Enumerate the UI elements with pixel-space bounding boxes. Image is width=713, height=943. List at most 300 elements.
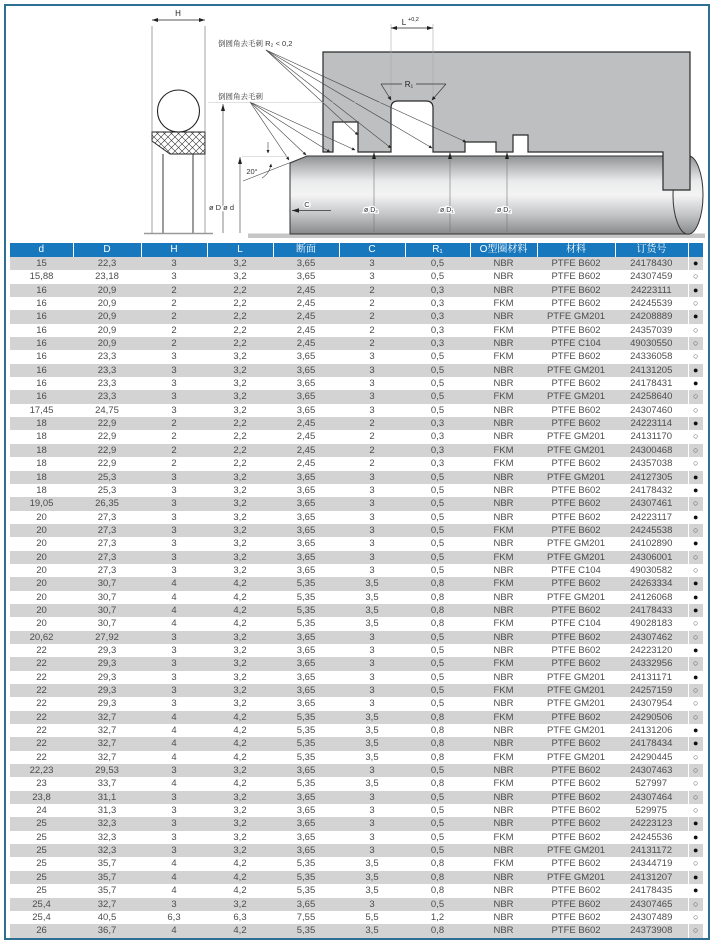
- table-row: [10, 417, 703, 430]
- table-cell: 24245539: [630, 298, 673, 310]
- table-cell: 3,65: [296, 831, 316, 843]
- table-cell: PTFE B602: [551, 765, 601, 777]
- table-cell: PTFE GM201: [546, 871, 606, 883]
- table-cell: NBR: [493, 311, 514, 323]
- table-cell: 20,9: [97, 311, 117, 323]
- table-cell: 35,7: [97, 885, 117, 897]
- table-cell: NBR: [493, 484, 514, 496]
- table-cell: 32,7: [97, 711, 117, 723]
- table-cell: 24357038: [630, 458, 673, 470]
- table-cell: 40,5: [97, 911, 117, 923]
- table-cell: PTFE B602: [551, 631, 601, 643]
- table-row: [10, 324, 703, 337]
- table-cell: FKM: [493, 551, 514, 563]
- table-cell: 0,3: [430, 431, 445, 443]
- table-cell: NBR: [493, 644, 514, 656]
- table-cell: 4,2: [233, 738, 247, 750]
- table-cell: 0,5: [430, 564, 445, 576]
- table-cell: 0,5: [430, 364, 445, 376]
- table-cell: 5,35: [296, 725, 316, 737]
- table-cell: 27,92: [95, 631, 119, 643]
- table-cell: 4: [171, 885, 177, 897]
- table-row: [10, 471, 703, 484]
- table-cell: 3,2: [233, 671, 247, 683]
- table-cell: 23,18: [95, 271, 119, 283]
- table-cell: 3,5: [365, 725, 379, 737]
- table-cell: 24307459: [630, 271, 673, 283]
- table-cell: 20,9: [97, 338, 117, 350]
- table-cell: NBR: [493, 925, 514, 937]
- table-cell: NBR: [493, 791, 514, 803]
- table-cell: 22,23: [29, 765, 54, 777]
- table-cell: 18: [36, 431, 47, 443]
- table-row: [10, 537, 703, 550]
- table-cell: 20,9: [97, 324, 117, 336]
- table-cell: NBR: [493, 511, 514, 523]
- table-cell: 3,2: [233, 538, 247, 550]
- table-cell: NBR: [493, 338, 514, 350]
- table-cell: PTFE B602: [551, 644, 601, 656]
- availability-dot: ○: [688, 924, 703, 937]
- table-cell: 31,3: [97, 805, 117, 817]
- table-cell: 3,2: [233, 698, 247, 710]
- table-cell: 24306001: [630, 551, 673, 563]
- availability-dot: ○: [688, 390, 703, 403]
- table-row: [10, 777, 703, 790]
- table-cell: 24178435: [630, 885, 673, 897]
- table-cell: 3,65: [296, 271, 316, 283]
- table-cell: 0,8: [430, 925, 445, 937]
- table-cell: 24357039: [630, 324, 673, 336]
- angle-label: 20°: [246, 167, 258, 176]
- table-cell: PTFE B602: [551, 378, 601, 390]
- table-header-row: [10, 243, 703, 257]
- table-cell: 3,2: [233, 404, 247, 416]
- table-cell: 20,9: [97, 284, 117, 296]
- table-cell: 0,8: [430, 604, 445, 616]
- table-cell: 20: [36, 538, 47, 550]
- table-cell: 19,05: [29, 498, 54, 510]
- table-cell: 3,5: [365, 578, 379, 590]
- availability-dot: ●: [688, 844, 703, 857]
- table-cell: PTFE B602: [551, 284, 601, 296]
- availability-dot: ●: [688, 724, 703, 737]
- table-cell: PTFE GM201: [546, 751, 606, 763]
- table-cell: 2: [369, 324, 375, 336]
- table-cell: NBR: [493, 738, 514, 750]
- table-cell: 0,8: [430, 725, 445, 737]
- table-cell: 5,35: [296, 591, 316, 603]
- table-cell: 15: [36, 258, 47, 269]
- table-cell: 5,35: [296, 751, 316, 763]
- table-cell: NBR: [493, 818, 514, 830]
- table-cell: 3: [369, 404, 375, 416]
- availability-dot: ●: [688, 644, 703, 657]
- table-cell: 2,2: [233, 298, 247, 310]
- table-cell: PTFE C104: [551, 564, 601, 576]
- table-cell: 3,2: [233, 818, 247, 830]
- ptfe-ring-hatched: [152, 132, 205, 154]
- table-cell: 3: [171, 471, 177, 483]
- table-cell: 3: [369, 471, 375, 483]
- table-cell: PTFE B602: [551, 484, 601, 496]
- table-cell: NBR: [493, 378, 514, 390]
- diameter-d2-left-label: ø D₂: [364, 207, 378, 214]
- table-cell: 4,2: [233, 778, 247, 790]
- table-cell: 24223114: [630, 418, 673, 430]
- table-cell: 4: [171, 858, 177, 870]
- availability-dot: ●: [688, 310, 703, 323]
- table-cell: PTFE GM201: [546, 698, 606, 710]
- table-cell: 16: [36, 364, 47, 376]
- availability-dot: ○: [688, 791, 703, 804]
- table-cell: NBR: [493, 671, 514, 683]
- table-cell: 3: [369, 364, 375, 376]
- table-cell: PTFE B602: [551, 831, 601, 843]
- table-row: [10, 684, 703, 697]
- table-cell: 3: [369, 791, 375, 803]
- availability-dot: ○: [688, 497, 703, 510]
- table-cell: 3,2: [233, 685, 247, 696]
- table-cell: 3: [369, 538, 375, 550]
- table-cell: 3,2: [233, 524, 247, 536]
- table-cell: 3: [171, 831, 177, 843]
- table-cell: 20,9: [97, 298, 117, 310]
- table-cell: 3,2: [233, 564, 247, 576]
- table-cell: 22,9: [97, 431, 117, 443]
- table-cell: 22: [36, 671, 47, 683]
- table-cell: 0,5: [430, 471, 445, 483]
- seal-technical-diagram: [0, 4, 713, 240]
- table-cell: 3,2: [233, 551, 247, 563]
- table-cell: PTFE C104: [551, 338, 601, 350]
- table-cell: 4,2: [233, 885, 247, 897]
- table-cell: 32,3: [97, 845, 117, 857]
- table-cell: NBR: [493, 604, 514, 616]
- table-cell: 27,3: [97, 564, 117, 576]
- table-cell: 3,2: [233, 498, 247, 510]
- table-cell: 2: [369, 418, 375, 430]
- l-tolerance-label: +0,2: [408, 17, 419, 23]
- availability-dot: ●: [688, 591, 703, 604]
- table-cell: 3: [369, 685, 375, 696]
- table-cell: 2: [171, 444, 177, 456]
- table-row: [10, 804, 703, 817]
- availability-dot: ●: [688, 884, 703, 897]
- deburr-label: 倒圆角去毛刺: [218, 92, 263, 101]
- table-cell: 23,3: [97, 364, 117, 376]
- availability-dot: ●: [688, 604, 703, 617]
- table-cell: 23: [36, 778, 47, 790]
- table-cell: PTFE B602: [551, 805, 601, 817]
- table-cell: 0,8: [430, 591, 445, 603]
- table-cell: 2,2: [233, 338, 247, 350]
- parts-table: [10, 243, 703, 938]
- table-cell: 16: [36, 351, 47, 363]
- table-cell: 5,35: [296, 871, 316, 883]
- table-cell: NBR: [493, 871, 514, 883]
- table-cell: 3: [369, 551, 375, 563]
- table-cell: 3,65: [296, 805, 316, 817]
- table-row: [10, 297, 703, 310]
- table-cell: NBR: [493, 898, 514, 910]
- c-dim-label: C: [304, 200, 310, 209]
- table-cell: 2,2: [233, 444, 247, 456]
- table-cell: 3,2: [233, 765, 247, 777]
- table-cell: 3: [171, 404, 177, 416]
- seal-cross-section: [144, 26, 213, 234]
- table-cell: 4: [171, 591, 177, 603]
- table-row: [10, 924, 703, 937]
- table-cell: 2: [369, 458, 375, 470]
- table-cell: 0,8: [430, 751, 445, 763]
- table-cell: 0,3: [430, 311, 445, 323]
- table-cell: 3: [171, 564, 177, 576]
- table-cell: 49030582: [630, 564, 673, 576]
- table-cell: 22: [36, 644, 47, 656]
- table-cell: 18: [36, 458, 47, 470]
- table-cell: 3,5: [365, 618, 379, 630]
- table-cell: 25: [36, 858, 47, 870]
- table-cell: 18: [36, 418, 47, 430]
- table-cell: 15,88: [29, 271, 54, 283]
- deburr-r2-label: 倒圆角去毛刺 R₂ < 0,2: [218, 39, 293, 48]
- table-cell: 3,2: [233, 351, 247, 363]
- table-cell: 2: [171, 338, 177, 350]
- table-cell: 3,65: [296, 765, 316, 777]
- table-cell: 3: [171, 498, 177, 510]
- table-cell: 2: [369, 431, 375, 443]
- table-cell: 3: [369, 698, 375, 710]
- table-cell: 2: [369, 311, 375, 323]
- diameter-d2-right-label: ø D₂: [497, 207, 511, 214]
- table-cell: 24307465: [630, 898, 673, 910]
- table-cell: 3,2: [233, 271, 247, 283]
- table-cell: 0,5: [430, 671, 445, 683]
- table-cell: 30,7: [97, 618, 117, 630]
- parts-table-wrap: [10, 243, 703, 938]
- table-cell: 29,3: [97, 671, 117, 683]
- table-cell: 30,7: [97, 578, 117, 590]
- table-cell: 24307463: [630, 765, 673, 777]
- table-cell: 3: [171, 524, 177, 536]
- table-cell: 3,5: [365, 604, 379, 616]
- table-cell: 0,8: [430, 578, 445, 590]
- table-cell: 5,35: [296, 604, 316, 616]
- table-cell: 29,3: [97, 685, 117, 696]
- table-cell: FKM: [493, 711, 514, 723]
- table-cell: 5,35: [296, 618, 316, 630]
- table-cell: FKM: [493, 685, 514, 696]
- table-row: [10, 884, 703, 897]
- table-cell: 24307460: [630, 404, 673, 416]
- table-cell: 2,2: [233, 324, 247, 336]
- table-cell: 24258640: [630, 391, 673, 403]
- table-cell: 3,65: [296, 258, 316, 269]
- table-cell: 2,45: [296, 324, 316, 336]
- availability-dot: ○: [688, 551, 703, 564]
- availability-dot: ○: [688, 804, 703, 817]
- availability-dot: ○: [688, 524, 703, 537]
- table-cell: 0,3: [430, 444, 445, 456]
- table-cell: 3,65: [296, 484, 316, 496]
- table-cell: 3: [171, 898, 177, 910]
- table-cell: 2: [171, 311, 177, 323]
- table-cell: 0,5: [430, 538, 445, 550]
- col-header: C: [339, 243, 405, 257]
- table-cell: 4,2: [233, 871, 247, 883]
- table-cell: 25: [36, 818, 47, 830]
- table-cell: PTFE GM201: [546, 591, 606, 603]
- col-header: O型圈材料: [470, 243, 537, 257]
- table-cell: 32,7: [97, 725, 117, 737]
- table-cell: NBR: [493, 885, 514, 897]
- table-cell: 25,4: [32, 911, 51, 923]
- table-cell: 0,5: [430, 404, 445, 416]
- table-cell: 24131207: [630, 871, 673, 883]
- table-cell: 24102890: [630, 538, 673, 550]
- table-cell: 3: [369, 805, 375, 817]
- table-cell: PTFE C104: [551, 618, 601, 630]
- table-cell: 3,2: [233, 631, 247, 643]
- table-cell: NBR: [493, 591, 514, 603]
- table-cell: 0,3: [430, 284, 445, 296]
- h-dim-label: H: [175, 9, 181, 18]
- table-cell: 24131172: [630, 845, 673, 857]
- table-cell: 32,3: [97, 831, 117, 843]
- table-cell: 0,5: [430, 351, 445, 363]
- diameter-Dd-label: ø D ø d: [209, 203, 235, 212]
- availability-dot: ●: [688, 484, 703, 497]
- col-header: L: [207, 243, 273, 257]
- table-cell: 24131171: [630, 671, 673, 683]
- table-cell: 0,5: [430, 805, 445, 817]
- table-cell: NBR: [493, 418, 514, 430]
- table-cell: 25,3: [97, 484, 117, 496]
- table-cell: NBR: [493, 564, 514, 576]
- table-cell: 22: [36, 738, 47, 750]
- table-cell: PTFE B602: [551, 858, 601, 870]
- table-row: [10, 497, 703, 510]
- table-cell: 0,8: [430, 711, 445, 723]
- table-cell: 23,3: [97, 378, 117, 390]
- table-cell: PTFE B602: [551, 418, 601, 430]
- table-row: [10, 764, 703, 777]
- table-cell: PTFE B602: [551, 898, 601, 910]
- table-cell: 20: [36, 604, 47, 616]
- table-cell: 18: [36, 484, 47, 496]
- table-row: [10, 817, 703, 830]
- table-cell: 24257159: [630, 685, 673, 696]
- availability-dot: ○: [688, 777, 703, 790]
- table-cell: NBR: [493, 404, 514, 416]
- table-cell: NBR: [493, 284, 514, 296]
- table-cell: FKM: [493, 751, 514, 763]
- table-cell: 24: [36, 805, 47, 817]
- table-cell: 3: [171, 671, 177, 683]
- table-cell: 3: [171, 805, 177, 817]
- table-cell: 31,1: [97, 791, 117, 803]
- table-cell: 35,7: [97, 858, 117, 870]
- table-cell: 2,45: [296, 284, 316, 296]
- table-cell: 3,65: [296, 658, 316, 670]
- table-cell: 3: [171, 765, 177, 777]
- table-cell: NBR: [493, 258, 514, 269]
- table-cell: 24131205: [630, 364, 673, 376]
- table-row: [10, 604, 703, 617]
- availability-dot: ○: [688, 751, 703, 764]
- table-cell: 0,8: [430, 618, 445, 630]
- col-header: 订货号: [615, 243, 688, 257]
- table-cell: 3,2: [233, 364, 247, 376]
- table-cell: 22: [36, 698, 47, 710]
- table-cell: PTFE B602: [551, 911, 601, 923]
- table-cell: 4: [171, 604, 177, 616]
- table-cell: 27,3: [97, 524, 117, 536]
- table-cell: 5,5: [365, 911, 379, 923]
- table-cell: 25: [36, 871, 47, 883]
- availability-dot: ○: [688, 324, 703, 337]
- table-cell: 4,2: [233, 591, 247, 603]
- table-row: [10, 751, 703, 764]
- table-cell: 2: [171, 324, 177, 336]
- table-cell: PTFE GM201: [546, 685, 606, 696]
- table-cell: 3: [369, 644, 375, 656]
- table-cell: 3,65: [296, 551, 316, 563]
- availability-dot: ○: [688, 764, 703, 777]
- table-cell: 4,2: [233, 751, 247, 763]
- table-cell: PTFE B602: [551, 298, 601, 310]
- table-row: [10, 350, 703, 363]
- table-cell: PTFE GM201: [546, 671, 606, 683]
- table-cell: NBR: [493, 911, 514, 923]
- table-row: [10, 404, 703, 417]
- table-cell: 3,2: [233, 378, 247, 390]
- table-cell: PTFE GM201: [546, 391, 606, 403]
- table-cell: 25: [36, 831, 47, 843]
- table-cell: 0,5: [430, 845, 445, 857]
- table-cell: 33,7: [97, 778, 117, 790]
- table-cell: 3,5: [365, 738, 379, 750]
- availability-dot: ○: [688, 297, 703, 310]
- table-cell: 2: [171, 431, 177, 443]
- table-cell: 0,5: [430, 498, 445, 510]
- table-cell: PTFE GM201: [546, 364, 606, 376]
- table-cell: 0,5: [430, 631, 445, 643]
- table-cell: PTFE GM201: [546, 311, 606, 323]
- table-cell: 24290506: [630, 711, 673, 723]
- table-row: [10, 564, 703, 577]
- table-cell: 24307462: [630, 631, 673, 643]
- table-cell: 2,45: [296, 444, 316, 456]
- table-cell: NBR: [493, 538, 514, 550]
- table-cell: 0,5: [430, 658, 445, 670]
- table-row: [10, 390, 703, 403]
- availability-dot: ●: [688, 417, 703, 430]
- table-cell: 527997: [635, 778, 668, 790]
- table-row: [10, 657, 703, 670]
- table-cell: 20: [36, 551, 47, 563]
- table-cell: 22,3: [97, 258, 117, 269]
- table-cell: 24126068: [630, 591, 673, 603]
- table-cell: 23,3: [97, 351, 117, 363]
- table-cell: FKM: [493, 351, 514, 363]
- table-cell: 0,5: [430, 551, 445, 563]
- table-cell: 32,7: [97, 898, 117, 910]
- table-cell: 24178434: [630, 738, 673, 750]
- table-cell: 2: [171, 284, 177, 296]
- table-cell: 24373908: [630, 925, 673, 937]
